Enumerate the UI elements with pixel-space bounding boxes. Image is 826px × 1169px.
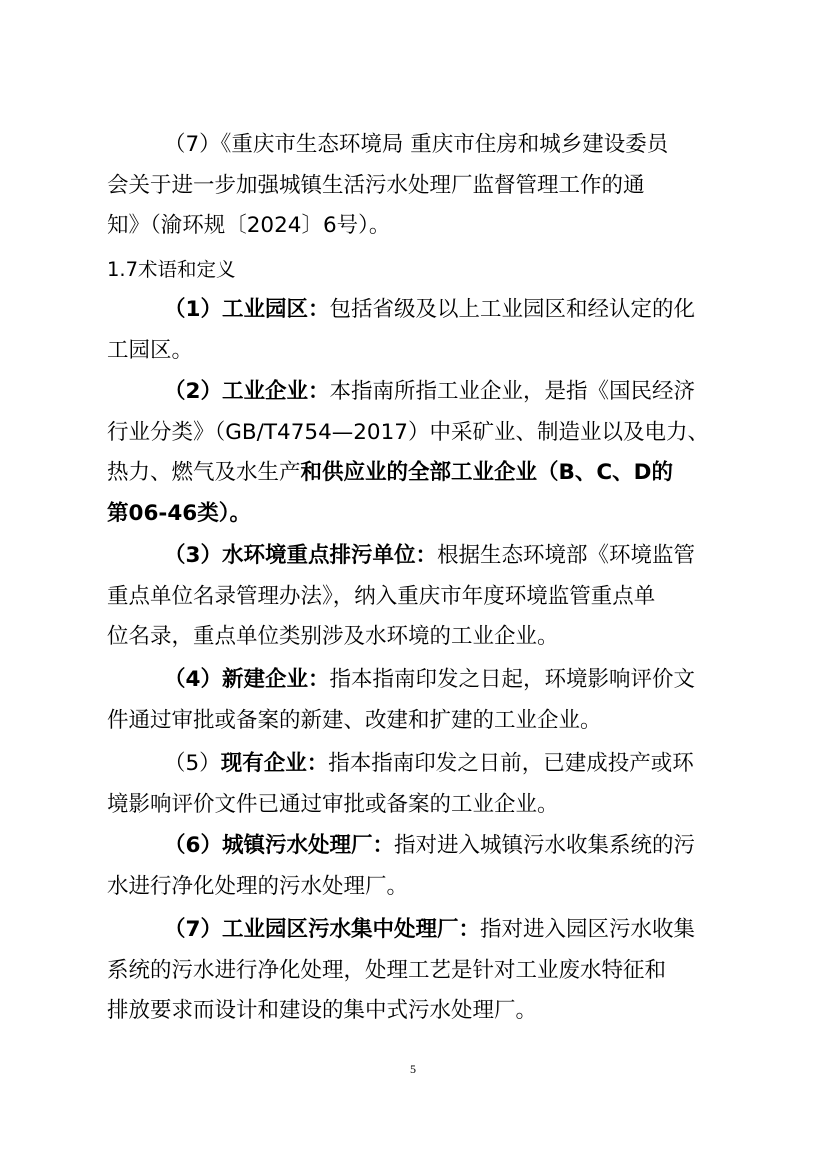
text-line: 知》（渝环规〔2024〕6号）。 (107, 213, 391, 239)
term-key-polluter: （3）水环境重点排污单位：根据生态环境部《环境监管 重点单位名录管理办法》，纳入重庆市年度环境监管重点单 位名录，重点单位类别涉及水环境的工业企业。 (107, 536, 719, 658)
section-heading: 1.7术语和定义 (107, 258, 236, 281)
text-line: 重点单位名录管理办法》，纳入重庆市年度环境监管重点单 (107, 583, 656, 609)
bold-emphasis: 第06-46类）。 (107, 501, 252, 527)
text-line: 境影响评价文件已通过审批或备案的工业企业。 (107, 791, 559, 817)
term-label: （3）水环境重点排污单位 (164, 543, 416, 568)
term-label: 现有企业 (220, 751, 307, 776)
term-industrial-park: （1）工业园区：包括省级及以上工业园区和经认定的化 工园区。 (107, 290, 719, 371)
regulation-item-7 (107, 125, 719, 247)
term-existing-enterprise: （5）现有企业：指本指南印发之日前，已建成投产或环 境影响评价文件已通过审批或备案的工业企业。 (107, 744, 719, 825)
term-label: （7）工业园区污水集中处理厂 (164, 917, 459, 942)
text-line: 系统的污水进行净化处理，处理工艺是针对工业废水特征和 (107, 957, 667, 983)
term-label: （2）工业企业 (164, 379, 308, 404)
text-line: 件通过审批或备案的新建、改建和扩建的工业企业。 (107, 707, 602, 733)
term-park-wwtp: （7）工业园区污水集中处理厂：指对进入园区污水收集 系统的污水进行净化处理，处理工艺是针对工业废水特征和 排放要求而设计和建设的集中式污水处理厂。 (107, 910, 719, 1032)
term-label: （6）城镇污水处理厂 (164, 833, 373, 858)
text-line: 水进行净化处理的污水处理厂。 (107, 873, 409, 899)
term-label: （4）新建企业 (164, 667, 308, 692)
term-new-enterprise: （4）新建企业：指本指南印发之日起，环境影响评价文 件通过审批或备案的新建、改建和扩建的工业企业。 (107, 660, 719, 741)
term-urban-wwtp: （6）城镇污水处理厂：指对进入城镇污水收集系统的污 水进行净化处理的污水处理厂。 (107, 826, 719, 907)
bold-emphasis: 和供应业的全部工业企业（B、C、D的 (300, 460, 674, 486)
page-number: 5 (410, 1062, 416, 1076)
text-line: 会关于进一步加强城镇生活污水处理厂监督管理工作的通 (107, 172, 645, 198)
text-line: 工园区。 (107, 337, 194, 363)
term-industrial-enterprise: （2）工业企业：本指南所指工业企业，是指《国民经济 行业分类》（GB/T4754—2017）中采矿业、制造业以及电力、 热力、燃气及水生产和供应业的全部工业企业（B、C、D的 第06-46类）。 (107, 372, 719, 535)
text-line: 排放要求而设计和建设的集中式污水处理厂。 (107, 998, 538, 1024)
text-line: 位名录，重点单位类别涉及水环境的工业企业。 (107, 624, 559, 650)
term-label: （1）工业园区 (164, 297, 308, 322)
text-line: 行业分类》（GB/T4754—2017）中采矿业、制造业以及电力、 (107, 419, 709, 445)
text-line: （7）《重庆市生态环境局 重庆市住房和城乡建设委员 (164, 132, 669, 157)
